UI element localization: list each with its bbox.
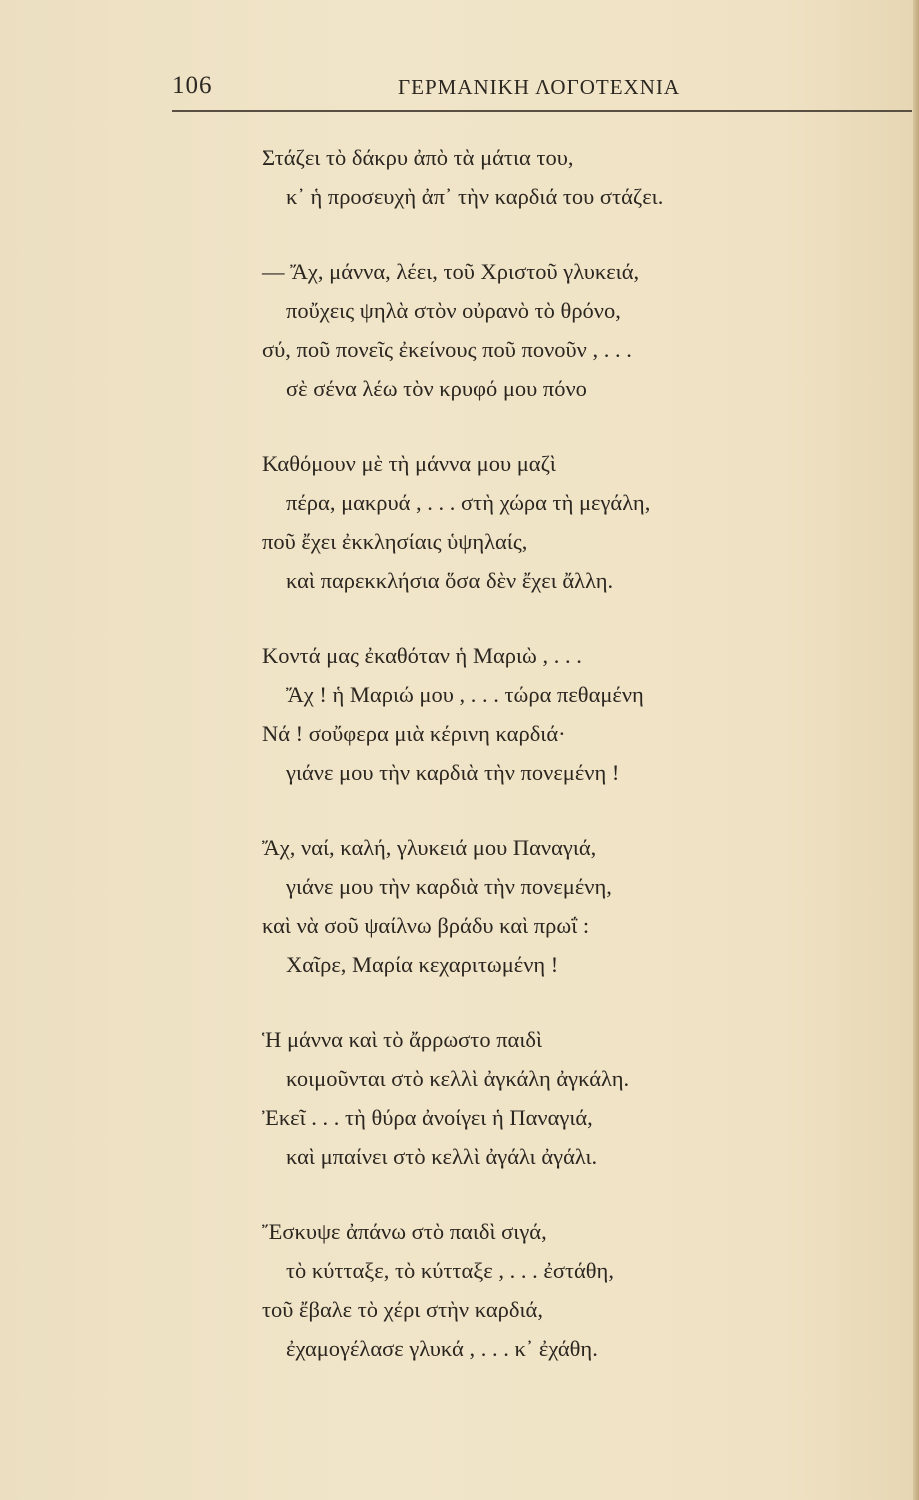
stanza	[262, 252, 862, 408]
verse-line: Νά ! σοὔφερα μιὰ κέρινη καρδιά·	[262, 721, 566, 746]
verse-line: Ἄχ, ναί, καλή, γλυκειά μου Παναγιά,	[262, 835, 597, 860]
page-header	[172, 72, 912, 106]
header-rule	[172, 110, 912, 112]
stanza	[262, 636, 862, 792]
stanza	[262, 138, 862, 216]
verse-line: Ἔσκυψε ἀπάνω στὸ παιδὶ σιγά,	[262, 1219, 547, 1244]
verse-line: Στάζει τὸ δάκρυ ἀπὸ τὰ μάτια του,	[262, 145, 574, 170]
verse-line: σύ, ποῦ πονεῖς ἐκείνους ποῦ πονοῦν , . . .	[262, 337, 632, 362]
stanza	[262, 444, 862, 600]
verse-line: ἐχαμογέλασε γλυκά , . . . κ᾽ ἐχάθη.	[286, 1336, 598, 1361]
verse-line: πέρα, μακρυά , . . . στὴ χώρα τὴ μεγάλη,	[286, 490, 651, 515]
verse-line: καὶ παρεκκλήσια ὅσα δὲν ἔχει ἄλλη.	[286, 568, 614, 593]
verse-line: ποῦ ἔχει ἐκκλησίαις ὑψηλαίς,	[262, 529, 528, 554]
verse-line: καὶ νὰ σοῦ ψαίλνω βράδυ καὶ πρωΐ :	[262, 913, 590, 938]
stanza	[262, 828, 862, 984]
verse-line: ποὔχεις ψηλὰ στὸν οὐρανὸ τὸ θρόνο,	[286, 298, 621, 323]
verse-line: τὸ κύτταξε, τὸ κύτταξε , . . . ἐστάθη,	[286, 1258, 614, 1283]
verse-line: κοιμοῦνται στὸ κελλὶ ἀγκάλη ἀγκάλη.	[286, 1066, 630, 1091]
verse-line: Χαῖρε, Μαρία κεχαριτωμένη !	[286, 952, 559, 977]
verse-line: Κοντά μας ἐκαθόταν ἡ Μαριὼ , . . .	[262, 643, 582, 668]
poem-body	[262, 138, 862, 1404]
verse-line: καὶ μπαίνει στὸ κελλὶ ἀγάλι ἀγάλι.	[286, 1144, 598, 1169]
verse-line: — Ἄχ, μάννα, λέει, τοῦ Χριστοῦ γλυκειά,	[262, 259, 640, 284]
verse-line: σὲ σένα λέω τὸν κρυφό μου πόνο	[286, 376, 587, 401]
running-title: ΓΕΡΜΑΝΙΚΗ ΛΟΓΟΤΕΧΝΙΑ	[398, 75, 681, 99]
verse-line: Ἄχ ! ἡ Μαριώ μου , . . . τώρα πεθαμένη	[286, 682, 644, 707]
verse-line: γιάνε μου τὴν καρδιὰ τὴν πονεμένη !	[286, 760, 620, 785]
verse-line: Ἐκεῖ . . . τὴ θύρα ἀνοίγει ἡ Παναγιά,	[262, 1105, 593, 1130]
verse-line: Καθόμουν μὲ τὴ μάννα μου μαζὶ	[262, 451, 556, 476]
verse-line: κ᾽ ἡ προσευχὴ ἀπ᾽ τὴν καρδιά του στάζει.	[286, 184, 664, 209]
verse-line: Ἡ μάννα καὶ τὸ ἄρρωστο παιδὶ	[262, 1027, 543, 1052]
stanza	[262, 1020, 862, 1176]
page-number: 106	[172, 72, 213, 99]
verse-line: γιάνε μου τὴν καρδιὰ τὴν πονεμένη,	[286, 874, 612, 899]
verse-line: τοῦ ἔβαλε τὸ χέρι στὴν καρδιά,	[262, 1297, 543, 1322]
page-edge	[913, 0, 919, 1500]
stanza	[262, 1212, 862, 1368]
